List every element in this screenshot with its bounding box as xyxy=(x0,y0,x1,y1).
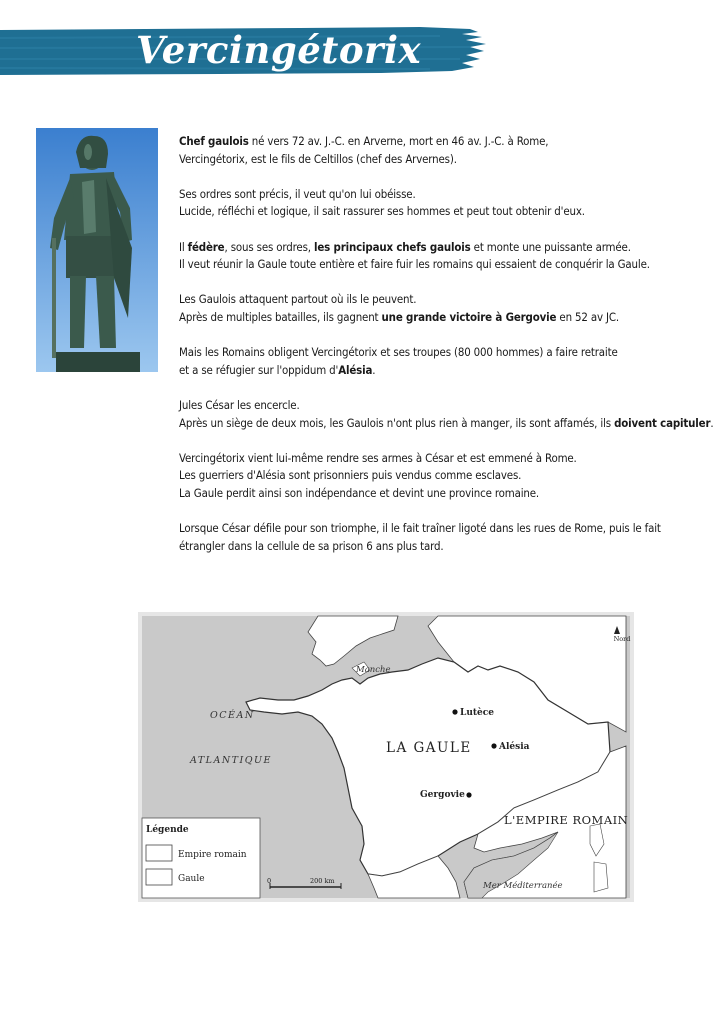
page-title: Vercingétorix xyxy=(136,28,422,72)
scale-zero: 0 xyxy=(267,877,272,885)
bold-text: fédère xyxy=(187,239,225,254)
text-run: Jules César les encercle. xyxy=(179,397,300,412)
text-run: Vercingétorix, est le fils de Celtillos (chef des Arvernes). xyxy=(179,151,457,166)
text-run: né vers 72 av. J.-C. en Arverne, mort en 46 av. J.-C. à Rome, xyxy=(248,134,549,148)
bold-text: Alésia xyxy=(338,362,373,377)
gaule-label: LA GAULE xyxy=(386,740,472,756)
text-run: Après un siège de deux mois, les Gaulois n'ont plus rien à manger, ils sont affamés, ils xyxy=(179,415,615,430)
text-run: Après de multiples batailles, ils gagnent xyxy=(179,309,382,324)
statue-image xyxy=(36,128,158,372)
city-dot-gergovie xyxy=(466,792,471,797)
paragraph xyxy=(179,450,719,503)
text-run: Les Gaulois attaquent partout où ils le peuvent. xyxy=(179,292,417,307)
text-run: La Gaule perdit ainsi son indépendance et devint une province romaine. xyxy=(179,485,540,500)
text-run: Il xyxy=(179,239,188,254)
bold-text: Chef gaulois xyxy=(179,134,249,148)
text-run: étrangler dans la cellule de sa prison 6 ans plus tard. xyxy=(179,538,444,553)
text-run: et a se réfugier sur l'oppidum d' xyxy=(179,362,339,377)
text-run: Mais les Romains obligent Vercingétorix et ses troupes (80 000 hommes) a faire retraite xyxy=(179,345,618,360)
bold-text: doivent capituler xyxy=(614,415,711,430)
paragraph xyxy=(179,186,719,221)
paragraph xyxy=(179,239,719,274)
mediterranee-label: Mer Méditerranée xyxy=(483,881,563,891)
city-label-lutece: Lutèce xyxy=(460,708,494,718)
paragraph xyxy=(179,397,719,432)
city-dot-alesia xyxy=(491,743,496,748)
text-run: , sous ses ordres, xyxy=(224,239,314,254)
body-text xyxy=(179,133,719,573)
ocean-label: OCÉAN xyxy=(210,710,255,721)
text-run: . xyxy=(372,362,376,377)
text-run: Lucide, réfléchi et logique, il sait rassurer ses hommes et peut tout obtenir d'eux. xyxy=(179,204,585,219)
city-label-gergovie: Gergovie xyxy=(420,790,465,800)
scale-label: 200 km xyxy=(310,877,335,885)
paragraph xyxy=(179,133,719,168)
paragraph xyxy=(179,520,719,555)
paragraph xyxy=(179,291,719,326)
gaul-map xyxy=(138,612,634,902)
text-run: . xyxy=(710,415,714,430)
city-label-alesia: Alésia xyxy=(499,742,530,752)
text-run: Les guerriers d'Alésia sont prisonniers puis vendus comme esclaves. xyxy=(179,468,522,483)
city-dot-lutece xyxy=(452,709,457,714)
paragraph xyxy=(179,344,719,379)
empire-label: L'EMPIRE ROMAIN xyxy=(504,813,629,827)
north-label: Nord xyxy=(613,635,631,643)
bold-text: une grande victoire à Gergovie xyxy=(381,309,557,324)
bold-text: les principaux chefs gaulois xyxy=(313,239,471,254)
legend-item-empire: Empire romain xyxy=(178,850,247,860)
atlantique-label: ATLANTIQUE xyxy=(190,755,272,766)
legend-swatch-empire xyxy=(146,845,172,861)
legend-swatch-gaule xyxy=(146,869,172,885)
manche-label: Manche xyxy=(356,665,391,675)
legend-item-gaule: Gaule xyxy=(178,874,205,884)
text-run: en 52 av JC. xyxy=(556,309,619,324)
text-run: Vercingétorix vient lui-même rendre ses armes à César et est emmené à Rome. xyxy=(179,450,577,465)
text-run: et monte une puissante armée. xyxy=(470,239,631,254)
legend-title: Légende xyxy=(146,825,189,835)
text-run: Il veut réunir la Gaule toute entière et faire fuir les romains qui essaient de conquérir la Gaule. xyxy=(179,257,650,272)
text-run: Ses ordres sont précis, il veut qu'on lui obéisse. xyxy=(179,186,416,201)
text-run: Lorsque César défile pour son triomphe, il le fait traîner ligoté dans les rues de Rome, puis le fait xyxy=(179,521,661,536)
